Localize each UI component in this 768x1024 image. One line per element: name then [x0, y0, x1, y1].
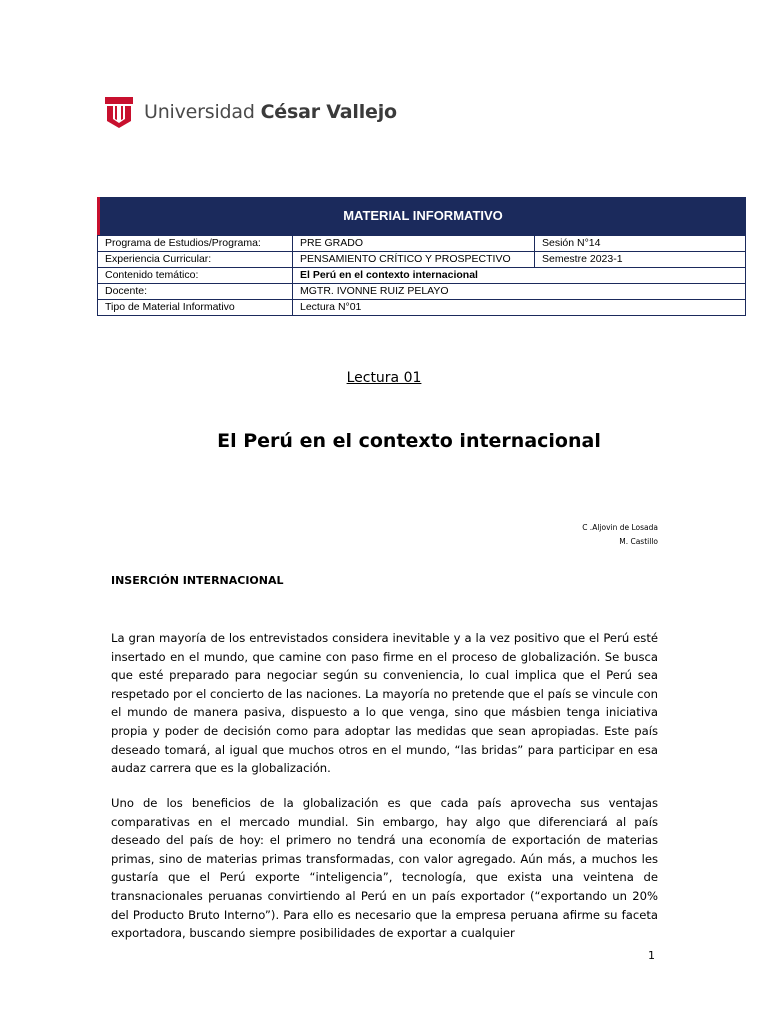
document-title: El Perú en el contexto internacional	[217, 430, 601, 452]
paragraph: Uno de los beneficios de la globalización es que cada país aprovecha sus ventajas comparativas en el mercado mundial. Sin embargo, hay algo que diferenciará al país deseado del país de hoy: el primero no tendrá una economía de exportación de materias primas, sino de materias primas transformadas, con valor agregado. Aún más, a muchos les gustaría que el Perú exporte “inteligencia”, tecnología, que exista una veintena de transnacionales peruanas convirtiendo al Perú en un país exportador (“exportando un 20% del Producto Bruto Interno”). Para ello es necesario que la empresa peruana afirme su faceta exportadora, buscando siempre posibilidades de exportar a cualquier	[111, 796, 658, 941]
page-number: 1	[648, 949, 655, 962]
table-cell: El Perú en el contexto internacional	[293, 268, 746, 284]
university-name	[144, 101, 397, 123]
table-cell: PRE GRADO	[293, 236, 535, 252]
course-info-table	[97, 197, 746, 316]
author: M. Castillo	[619, 537, 658, 546]
university-name-bold: César Vallejo	[260, 101, 397, 123]
info-table-grid	[97, 235, 746, 316]
author: C .Aljovin de Losada	[582, 523, 658, 532]
table-cell: Sesión N°14	[535, 236, 746, 252]
table-cell: Docente:	[98, 284, 293, 300]
table-cell: Experiencia Curricular:	[98, 252, 293, 268]
info-table-title: MATERIAL INFORMATIVO	[97, 197, 746, 235]
table-row	[98, 236, 746, 252]
table-row	[98, 300, 746, 316]
university-logo	[104, 95, 397, 129]
university-name-regular: Universidad	[144, 101, 261, 123]
table-cell: PENSAMIENTO CRÍTICO Y PROSPECTIVO	[293, 252, 535, 268]
table-cell: MGTR. IVONNE RUIZ PELAYO	[293, 284, 746, 300]
table-cell: Semestre 2023-1	[535, 252, 746, 268]
table-row	[98, 284, 746, 300]
university-shield-icon	[104, 95, 134, 129]
table-cell: Contenido temático:	[98, 268, 293, 284]
table-row	[98, 252, 746, 268]
table-cell: Tipo de Material Informativo	[98, 300, 293, 316]
table-row	[98, 268, 746, 284]
authors	[582, 521, 658, 549]
section-heading: INSERCIÓN INTERNACIONAL	[111, 574, 284, 587]
table-cell: Lectura N°01	[293, 300, 746, 316]
table-cell: Programa de Estudios/Programa:	[98, 236, 293, 252]
lecture-number: Lectura 01	[346, 370, 422, 386]
paragraph: La gran mayoría de los entrevistados considera inevitable y a la vez positivo que el Perú esté insertado en el mundo, que camine con paso firme en el proceso de globalización. Se busca que esté preparado para negociar según su conveniencia, lo cual implica que el Perú sea respetado por el concierto de las naciones. La mayoría no pretende que el país se vincule con el mundo de manera pasiva, dispuesto a lo que venga, sino que másbien tenga iniciativa propia y poder de decisión como para adoptar las medidas que sean apropiadas. Este país deseado tomará, al igual que muchos otros en el mundo, “las bridas” para participar en esa audaz carrera que es la globalización.	[111, 631, 658, 776]
